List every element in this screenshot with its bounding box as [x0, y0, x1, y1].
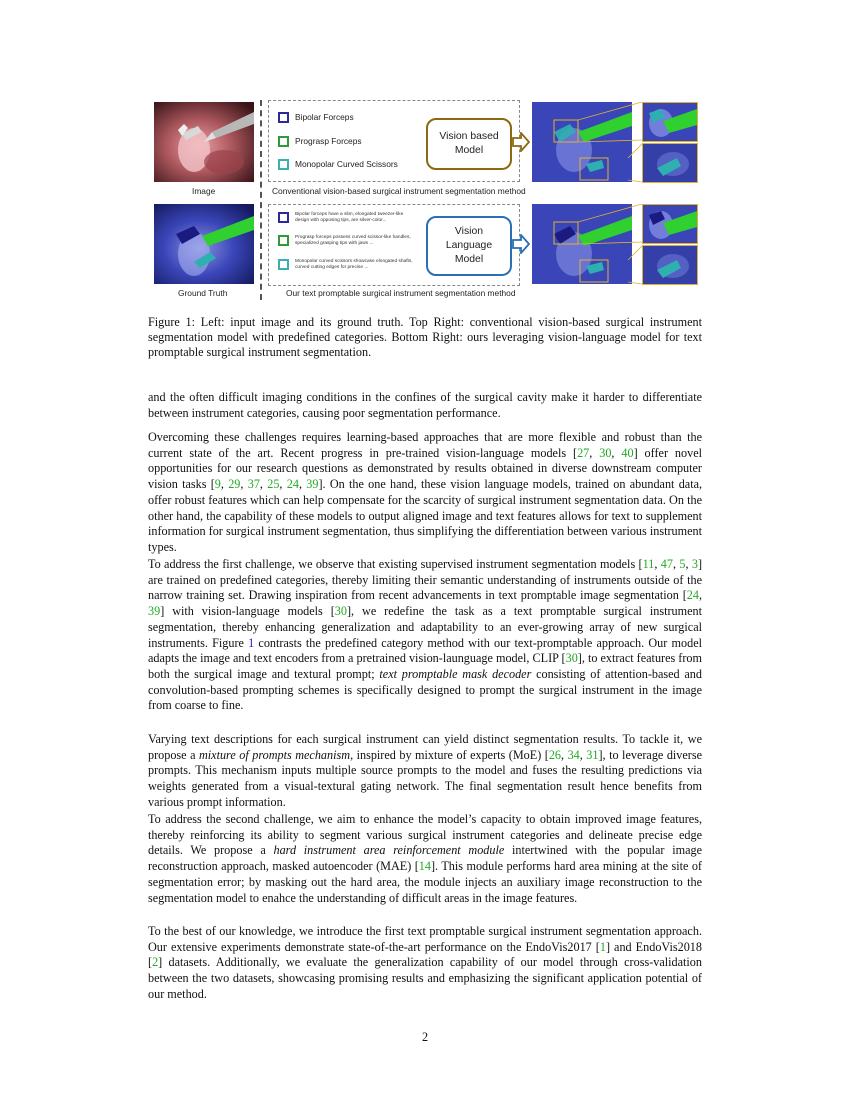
ground-truth-label: Ground Truth	[178, 288, 228, 298]
category-label: Monopolar Curved Scissors	[295, 159, 398, 169]
category-bipolar-forceps	[278, 112, 354, 123]
figure-reference-link[interactable]: 1	[248, 635, 255, 650]
category-color-swatch	[278, 235, 289, 246]
citation-link[interactable]: 1	[599, 939, 606, 954]
text-promptable-method-caption: Our text promptable surgical instrument segmentation method	[286, 288, 516, 298]
category-color-swatch	[278, 136, 289, 147]
paragraph-2: Overcoming these challenges requires learning-based approaches that are more flexible and robust than the current state of the art. Recent progress in pre-trained vision-language models [27, 30, 40] offer novel opportunities for our research questions as demonstrated by results obtained in diverse downstream computer vision tasks [9, 29, 37, 25, 24, 39]. On the one hand, these vision language models, trained on abundant data, offer robust features which can help compensate for the scarcity of surgical instrument segmentation data. On the other hand, the capability of these models to output aligned image and text features allows for text to supplement information for surgical instrument segmentation, thus simplifying the differentiation between various instrument types.	[148, 430, 703, 554]
citation-link[interactable]: 30	[334, 604, 347, 619]
description-prograsp-forceps	[278, 235, 413, 247]
model-name-line: Model	[454, 254, 484, 265]
paragraph-5: To address the second challenge, we aim to enhance the model’s capacity to obtain improved image features, thereby reinforcing its ability to segment various surgical instrument categories and delineate precise edge details. We propose a hard instrument area reinforcement module intertwined with the popular image reconstruction approach, masked autoencoder (MAE) [14]. This module performs hard area mining at the site of segmentation error; by masking out the hard area, the module injects an auxiliary image reconstruction to the segmentation model to enahce the understanding of difficult areas in the image features.	[148, 812, 702, 905]
zoom-lines	[578, 204, 642, 284]
citation-link[interactable]: 24	[686, 588, 699, 603]
page-number: 2	[421, 1030, 429, 1044]
image-label: Image	[192, 186, 216, 196]
vision-model-zoom-bottom	[642, 143, 698, 183]
paragraph-3: To address the first challenge, we observe that existing supervised instrument segmentation models [11, 47, 5, 3] are trained on predefined categories, thereby limiting their semantic understanding of instruments outside of the narrow training set. Drawing inspiration from recent advancements in text promptable image segmentation [24, 39] with vision-language models [30], we redefine the task as a text promptable surgical instrument segmentation, thereby enhancing generalization and adaptability to an ever-growing array of new surgical instruments. Figure 1 contrasts the predefined category method with our text-promptable approach. Our model adapts the image and text encoders from a pretrained vision-launguage model, CLIP [30], to extract features from both the surgical image and textural prompt; text promptable mask decoder consisting of attention-based and convolution-based prompting schemes is specifically designed to prompt the surgical instrument in the image from coarse to fine.	[148, 557, 703, 713]
citation-link[interactable]: 39	[148, 604, 161, 619]
vision-model-zoom-top	[642, 102, 698, 142]
vision-language-model-box	[426, 216, 512, 276]
model-name-line: Vision	[454, 226, 484, 237]
paragraph-6: To the best of our knowledge, we introduce the first text promptable surgical instrument segmentation approach. Our extensive experiments demonstrate state-of-the-art performance on the EndoVis2017 [1] and EndoVis2018 [2] datasets. Additionally, we evaluate the generalization capability of our model through cross-validation between the two datasets, showcasing promising results and emphasizing the significant application potential of our method.	[148, 924, 702, 1001]
citation-link[interactable]: 34	[567, 747, 580, 762]
category-prograsp-forceps	[278, 136, 362, 147]
citation-link[interactable]: 30	[565, 651, 578, 666]
description-monopolar-scissors	[278, 259, 413, 271]
ground-truth-image	[154, 204, 254, 284]
category-color-swatch	[278, 159, 289, 170]
figure-caption: Figure 1: Left: input image and its ground truth. Top Right: conventional vision-based surgical instrument segmentation model with predefined categories. Bottom Right: ours leveraging vision-language model for text promptable surgical instrument segmentation.	[148, 315, 702, 359]
citation-link[interactable]: 5	[679, 557, 686, 571]
citation-link[interactable]: 30	[599, 445, 612, 460]
category-label: Prograsp Forceps	[295, 136, 362, 146]
model-name-line: Language	[445, 240, 493, 251]
zoom-lines	[578, 102, 642, 182]
paragraph-4: Varying text descriptions for each surgical instrument can yield distinct segmentation results. To tackle it, we propose a mixture of prompts mechanism, inspired by mixture of experts (MoE) [26, 34, 31], to leverage diverse prompts. This mechanism inputs multiple source prompts to the model and fuses the resulting predictions via weights generated from a visual-textural gating network. The final segmentation result hence benefits from various prompt information.	[148, 732, 703, 809]
citation-link[interactable]: 29	[228, 477, 241, 492]
category-description: Prograsp forceps possess curved scissor-like handles, specialized grasping tips with jaws ...	[295, 235, 411, 246]
citation-link[interactable]: 3	[691, 557, 698, 571]
citation-link[interactable]: 27	[577, 445, 590, 460]
citation-link[interactable]: 31	[586, 747, 599, 762]
citation-link[interactable]: 14	[418, 859, 431, 874]
citation-link[interactable]: 24	[286, 477, 299, 492]
input-surgical-image	[154, 102, 254, 182]
citation-link[interactable]: 2	[152, 955, 159, 970]
arrow-right-icon	[512, 234, 530, 254]
category-color-swatch	[278, 112, 289, 123]
citation-link[interactable]: 40	[621, 445, 634, 460]
conventional-method-caption: Conventional vision-based surgical instrument segmentation method	[272, 186, 526, 196]
vlm-zoom-top	[642, 204, 698, 244]
category-description: Bipolar forceps have a slim, elongated tweezer-like design with opposing tips, are silver-color...	[295, 212, 404, 223]
citation-link[interactable]: 26	[548, 747, 562, 762]
citation-link[interactable]: 9	[214, 477, 221, 492]
model-name-line: Vision based	[439, 131, 499, 142]
paragraph-1: and the often difficult imaging conditions in the confines of the surgical cavity make it harder to differentiate between instrument categories, causing poor segmentation performance.	[148, 390, 702, 420]
citation-link[interactable]: 39	[306, 477, 319, 492]
citation-link[interactable]: 47	[660, 557, 673, 571]
citation-link[interactable]: 25	[267, 477, 280, 492]
category-color-swatch	[278, 212, 289, 223]
category-color-swatch	[278, 259, 289, 270]
vision-based-model-box	[426, 118, 512, 170]
citation-link[interactable]: 11	[642, 557, 655, 571]
description-bipolar-forceps	[278, 212, 413, 224]
category-label: Bipolar Forceps	[295, 112, 354, 122]
category-monopolar-scissors	[278, 159, 398, 170]
arrow-right-icon	[512, 132, 530, 152]
figure-1	[152, 100, 700, 300]
figure-divider	[260, 100, 262, 300]
citation-link[interactable]: 37	[247, 477, 260, 492]
category-description: Monopolar curved scissors showcase elongated shafts, curved cutting edges for precise ...	[295, 259, 413, 270]
model-name-line: Model	[454, 145, 484, 156]
vlm-zoom-bottom	[642, 245, 698, 285]
